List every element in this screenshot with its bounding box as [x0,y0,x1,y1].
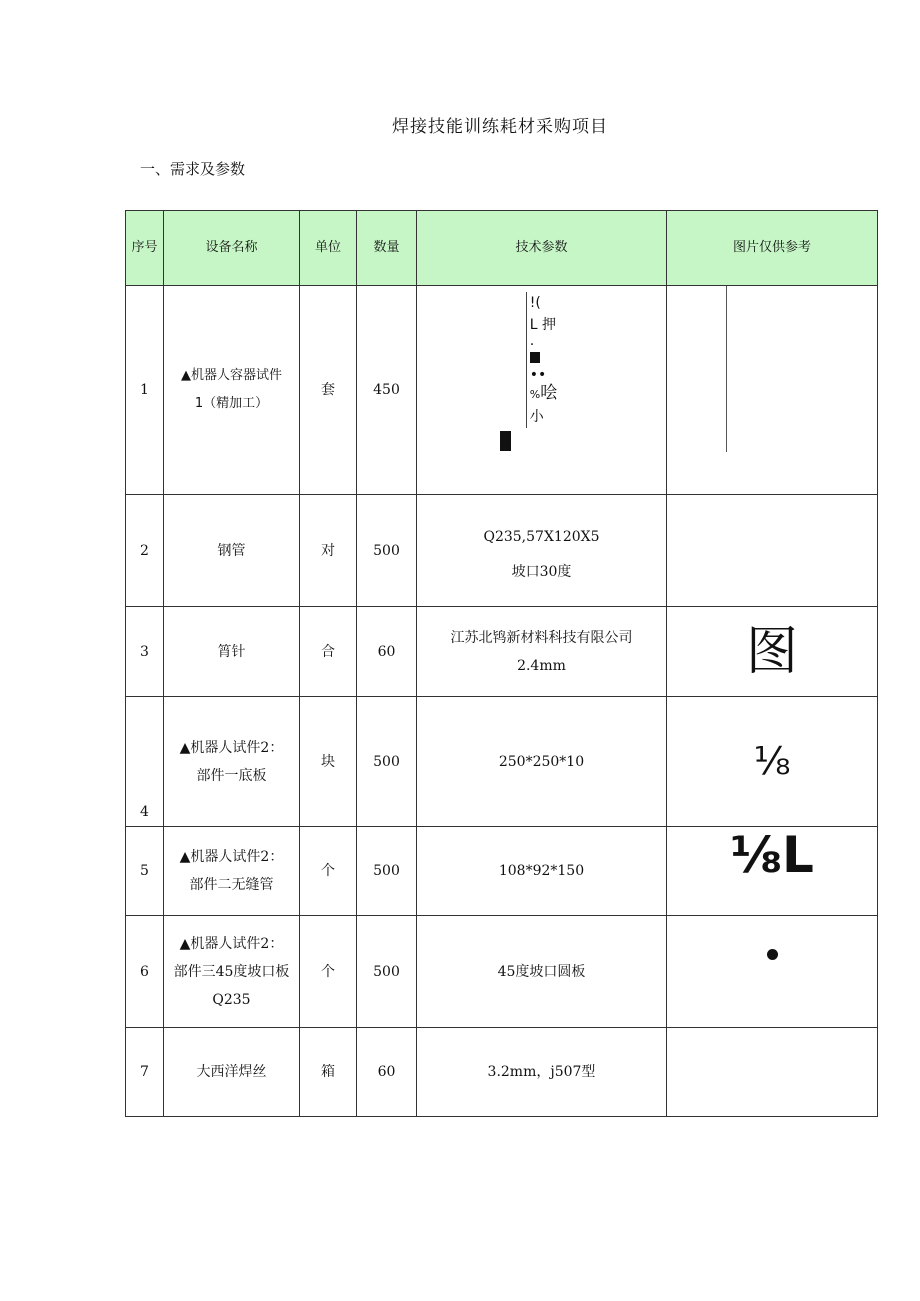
black-block [530,352,540,363]
row-name-line: ▲机器人试件2： [179,739,284,756]
row-unit: 套 [300,286,357,495]
row-qty: 60 [357,607,417,697]
row-name [164,827,300,916]
row-image [667,916,878,1028]
row-name-line: 部件三45度坡口板 [173,963,290,980]
params-line: Q235,57X120X5 [483,528,600,545]
params-line: 江苏北鸨新材料科技有限公司 [450,629,633,646]
image-glyph: 图 [745,621,798,682]
row-no: 2 [126,495,164,607]
row-unit: 对 [300,495,357,607]
row-image [667,286,878,495]
row-no: 7 [126,1028,164,1117]
row-params: 3.2mm，j507型 [417,1028,667,1117]
row-name [164,916,300,1028]
row-name-line: ▲机器人试件2： [179,849,284,865]
row-image [667,607,878,697]
image-glyph: ⅛ [753,739,791,783]
garble-line: . [529,333,535,349]
image-glyph: ⅛L [730,826,814,884]
row-unit: 合 [300,607,357,697]
row-params: 250*250*10 [417,697,667,827]
row-name: 大西洋焊丝 [164,1028,300,1117]
header-unit: 单位 [300,211,357,286]
row-params [417,607,667,697]
row-name-line: ▲机器人容器试件 [181,368,282,383]
header-name: 设备名称 [164,211,300,286]
row-unit: 个 [300,916,357,1028]
row-name-line: ▲机器人试件2： [179,935,284,952]
row-params: 45度坡口圆板 [417,916,667,1028]
table-row [126,495,878,607]
garble-line: •• [529,367,547,383]
header-no: 序号 [126,211,164,286]
garble-text: 押 [542,317,557,333]
table-row [126,607,878,697]
row-image [667,495,878,607]
table-row [126,916,878,1028]
table-row [126,697,878,827]
garbled-params [526,292,557,428]
row-unit: 箱 [300,1028,357,1117]
row-no: 5 [126,827,164,916]
header-params: 技术参数 [417,211,667,286]
row-image [667,827,878,916]
row-name [164,697,300,827]
row-qty: 500 [357,827,417,916]
header-qty: 数量 [357,211,417,286]
row-qty: 60 [357,1028,417,1117]
document-title: 焊接技能训练耗材采购项目 [392,117,608,137]
row-image [667,697,878,827]
row-image [667,1028,878,1117]
row-no: 4 [126,697,164,827]
row-params: 108*92*150 [417,827,667,916]
garble-line: !( [529,295,541,311]
dot-mark [767,949,778,960]
section-heading: 一、需求及参数 [140,160,246,178]
row-name: 钢管 [164,495,300,607]
row-unit: 块 [300,697,357,827]
row-no: 1 [126,286,164,495]
garble-line [530,382,557,406]
row-params [417,286,667,495]
row-name: 筲针 [164,607,300,697]
row-name-line: Q235 [212,991,251,1008]
table-row [126,827,878,916]
black-block [500,431,511,451]
header-image: 图片仅供参考 [667,211,878,286]
row-no: 6 [126,916,164,1028]
params-line: 2.4mm [517,657,566,674]
garble-text: % [529,388,541,401]
row-unit: 个 [300,827,357,916]
row-qty: 500 [357,916,417,1028]
row-qty: 500 [357,697,417,827]
table-row [126,286,878,495]
row-name-line: 部件二无缝管 [189,877,274,893]
row-name-line: 1（精加工） [194,396,269,411]
garble-text: 哙 [540,383,558,403]
table-row [126,1028,878,1117]
table-header-row [126,211,878,286]
params-line: 坡口30度 [511,563,572,580]
image-divider-line [726,286,727,452]
garble-line: 小 [529,409,544,425]
row-name [164,286,300,495]
row-qty: 500 [357,495,417,607]
row-params [417,495,667,607]
row-qty: 450 [357,286,417,495]
row-name-line: 部件一底板 [196,767,267,784]
garble-line [530,346,557,368]
garble-text: L [529,317,538,333]
row-no: 3 [126,607,164,697]
requirements-table [125,210,878,1117]
garble-footer [419,431,664,460]
